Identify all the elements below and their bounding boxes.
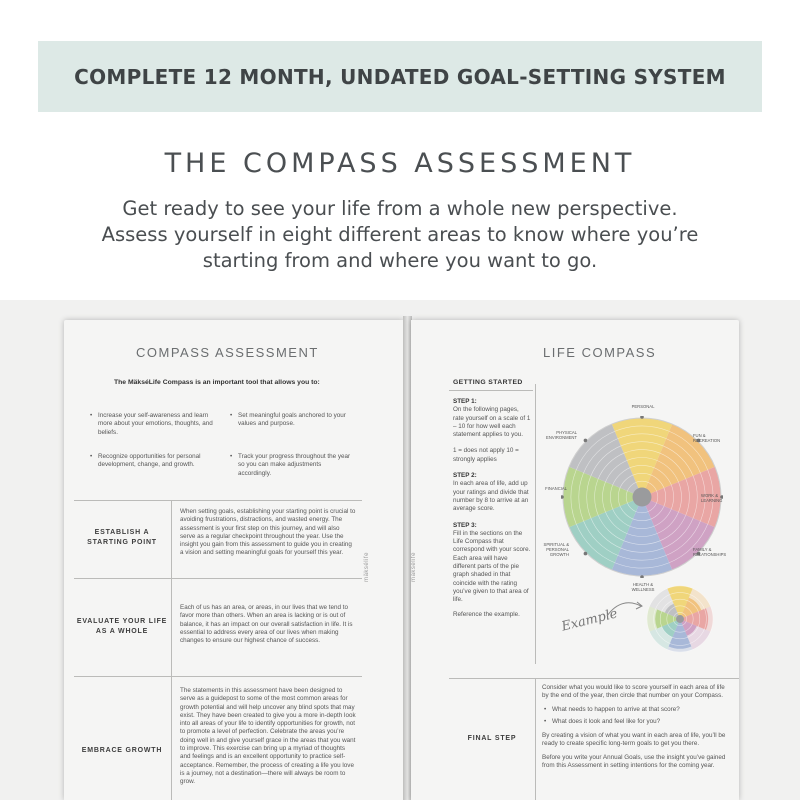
compass-label: PHYSICAL ENVIRONMENT (546, 430, 577, 440)
example-label: Example (560, 606, 620, 635)
section-label: EVALUATE YOUR LIFE AS A WHOLE (76, 618, 168, 635)
final-step-label: FINAL STEP (467, 735, 517, 742)
divider (171, 500, 172, 800)
subtitle-line: Assess yourself in eight different areas to know where you’re (101, 223, 699, 246)
brand-mark: mäksélife (363, 552, 370, 582)
compass-label: FUN & RECREATION (693, 433, 721, 443)
compass-marker (584, 552, 588, 556)
compass-label: HEALTH & WELLNESS (631, 582, 655, 592)
section-text: Each of us has an area, or areas, in our lives that we tend to favor more than others. When an area is lacking or is out of balance, it has an impact on our overall satisfaction in life. It is essential to address every area of our lives when making changes to ensure our highest chance of success. (180, 604, 353, 645)
step-text: In each area of life, add up your ratings and divide that number by 8 to arrive at an average score. (453, 480, 529, 513)
section-text: The statements in this assessment have been designed to serve as a guidepost to some of the most common areas for growth potential and will help uncover any blind spots that may exist. They have been created to give you a more in-depth look into all areas of your life to identify opportunities for growth, not to promote a level of perfection. Celebrate the areas you’re doing well in and give yourself grace in the areas that you want to improve. This exercise can bring up a myriad of thoughts and feelings and is an excellent opportunity to practice self-acceptance. Remember, the process of creating a life you love is a journey, not a destination—there will always be room to grow. (180, 687, 356, 786)
final-step-paragraph: Before you write your Annual Goals, use the insight you’ve gained from this Assessment in setting intentions for the coming year. (542, 753, 726, 770)
subtitle-line: starting from and where you want to go. (202, 249, 598, 272)
right-page-title: LIFE COMPASS (543, 345, 657, 360)
compass-label: PERSONAL (631, 404, 655, 409)
divider (535, 678, 536, 800)
section-text: When setting goals, establishing your starting point is crucial to avoiding frustrations, distractions, and wasted energy. The assessment is your first step on this journey, and will also serve as a regular checkpoint throughout the year. Use the insight you gain from this assessment to guide you in creating a vision and setting meaningful goals for yourself this year. (180, 508, 356, 557)
compass-label: FAMILY & RELATIONSHIPS (693, 547, 727, 557)
banner-text: COMPLETE 12 MONTH, UNDATED GOAL-SETTING SYSTEM (74, 64, 726, 89)
final-step-paragraph: By creating a vision of what you want in each area of life, you’ll be ready to create specific long-term goals to get you there. (542, 732, 726, 748)
compass-hub (633, 488, 652, 507)
divider (74, 676, 362, 677)
brand-mark: mäksélife (411, 552, 417, 582)
bullet-item: • Track your progress throughout the year so you can make adjustments accordingly. (238, 453, 356, 478)
step-label: STEP 2: (453, 472, 477, 480)
bullet-item: • Increase your self-awareness and learn more about your emotions, thoughts, and beliefs. (98, 412, 220, 437)
final-step-question-text: • What does it look and feel like for you? (552, 718, 660, 725)
step-text: Fill in the sections on the Life Compass that correspond with your score. Each area will have different parts of the pie graph shaded in that coincide with the rating you’ve given to that area of life. (453, 529, 531, 604)
right-page (411, 320, 739, 800)
compass-hub (676, 615, 684, 623)
section-label: EMBRACE GROWTH (81, 747, 163, 754)
step-text: Reference the example. (453, 610, 520, 618)
left-page-intro: The MäkséLife Compass is an important tool that allows you to: (114, 379, 320, 386)
step-label: STEP 3: (453, 521, 477, 529)
header-banner (38, 41, 762, 112)
step-text: On the following pages, rate yourself on a scale of 1 – 10 for how well each statement applies to you. (453, 406, 531, 439)
bullet-item: • Recognize opportunities for personal development, change, and growth. (98, 453, 220, 470)
final-step-intro: Consider what you would like to score yourself in each area of life by the end of the year, then circle that number on your Compass. (542, 684, 725, 700)
compass-label: SPIRITUAL & PERSONAL GROWTH (543, 542, 569, 557)
final-step-content (542, 684, 732, 770)
final-step-question-text: • What needs to happen to arrive at that score? (552, 706, 680, 713)
left-page-title: COMPASS ASSESSMENT (136, 345, 319, 360)
left-page (64, 320, 404, 800)
step-text: 1 = does not apply 10 = strongly applies (453, 447, 519, 463)
example-arrow-icon (605, 596, 645, 620)
divider (535, 384, 536, 664)
page-subtitle (40, 196, 760, 274)
page-title: THE COMPASS ASSESSMENT (164, 148, 636, 179)
steps-column (453, 398, 531, 619)
compass-label: WORK & LEARNING (701, 493, 723, 503)
bullet-item: • Set meaningful goals anchored to your values and purpose. (238, 412, 356, 429)
compass-marker (584, 439, 588, 443)
subtitle-line: Get ready to see your life from a whole new perspective. (122, 197, 678, 220)
step-label: STEP 1: (453, 398, 477, 405)
divider (449, 678, 739, 679)
compass-label: FINANCIAL (545, 486, 567, 491)
example-compass-wheel (645, 584, 715, 654)
divider (74, 578, 362, 579)
section-label: ESTABLISH A STARTING POINT (87, 529, 157, 546)
divider (74, 500, 362, 501)
final-step-question (542, 718, 732, 726)
final-step-question (542, 706, 732, 714)
divider (449, 390, 533, 391)
getting-started-heading: GETTING STARTED (453, 379, 523, 386)
